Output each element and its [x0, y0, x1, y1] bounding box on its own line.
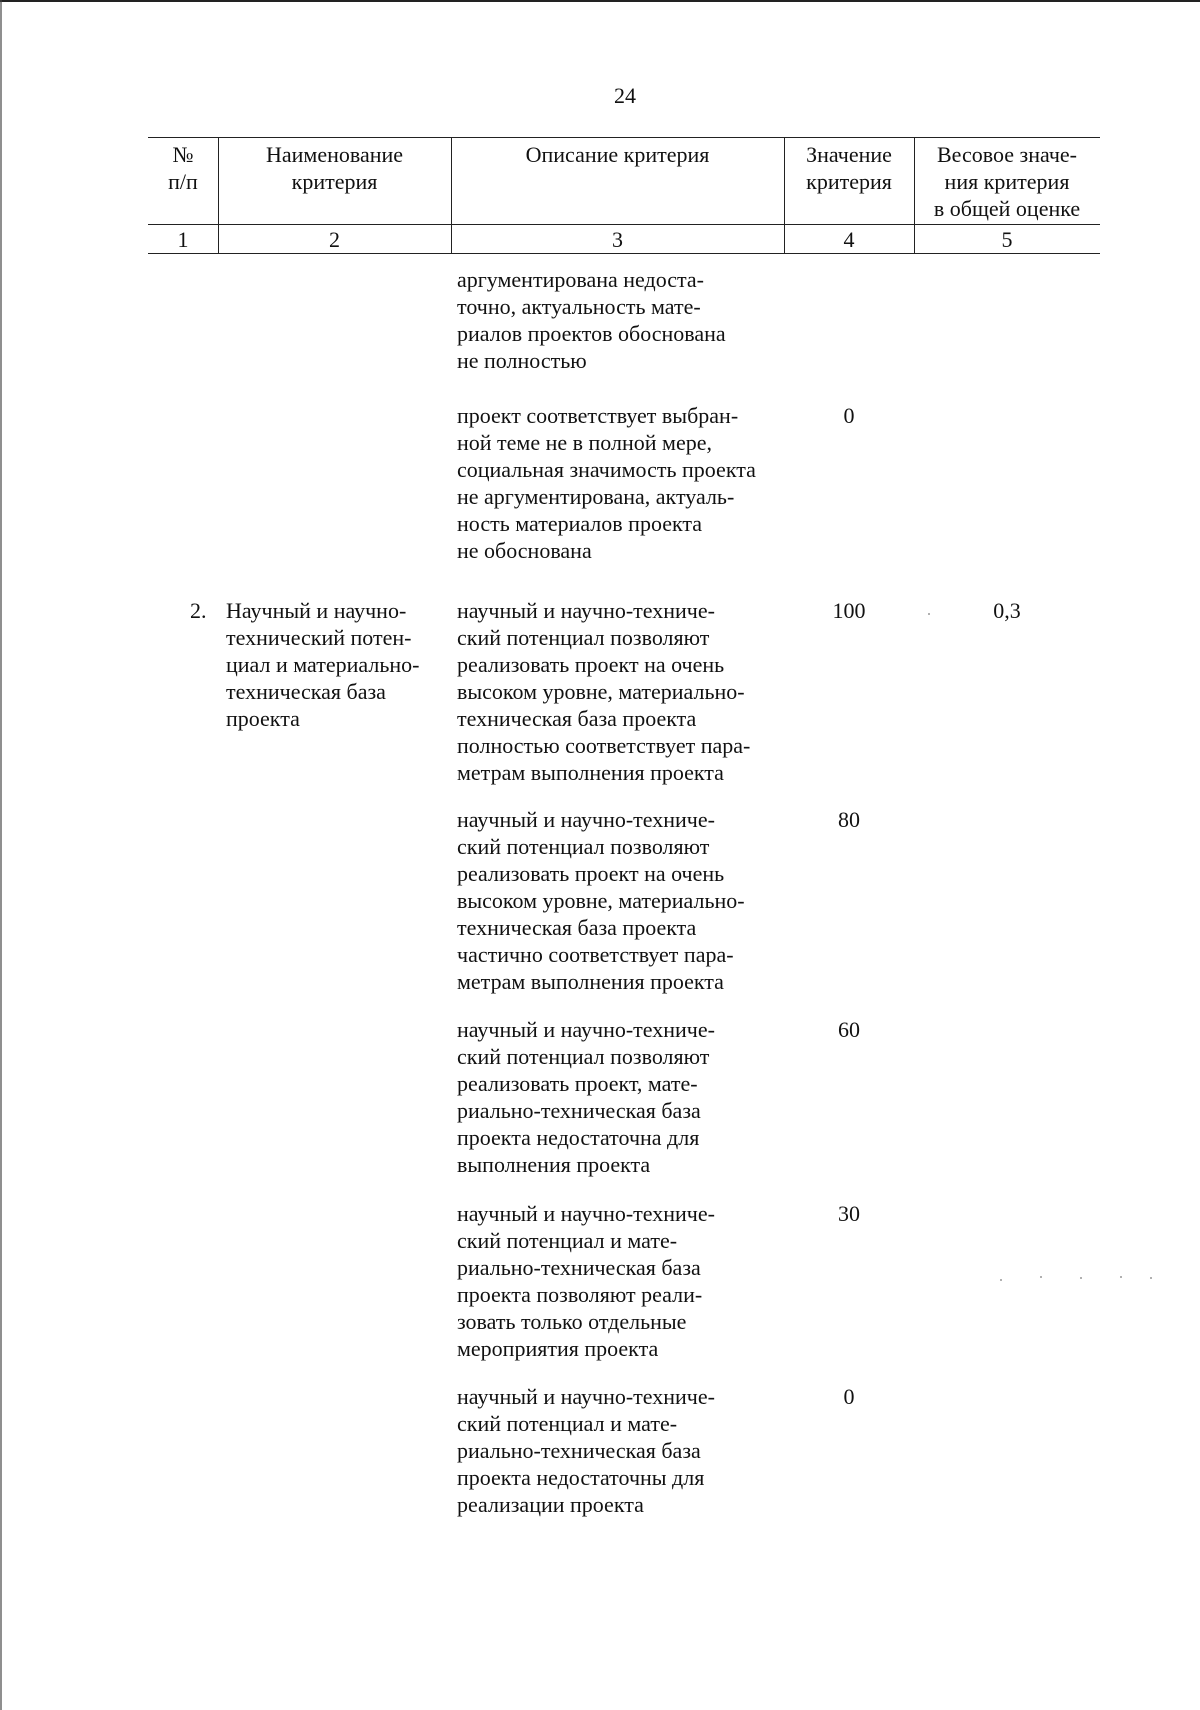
- criterion-level-description: научный и научно-техниче- ский потенциал позволяют реализовать проект, мате- риально-техническая база проекта недостаточна для выполнения проекта: [457, 1017, 715, 1177]
- header-number: № п/п: [168, 142, 198, 194]
- header-weight: Весовое значе- ния критерия в общей оценке: [933, 142, 1081, 221]
- column-number-2: 2: [329, 227, 340, 252]
- criterion-level-value: 100: [832, 598, 866, 623]
- scan-speck: [1120, 1276, 1122, 1278]
- criterion-level-description: научный и научно-техниче- ский потенциал и мате- риально-техническая база проекта недостаточны для реализации проекта: [457, 1384, 715, 1517]
- table-top-rule: [148, 137, 1100, 138]
- header-bottom-rule: [148, 224, 1100, 225]
- column-number-3: 3: [612, 227, 623, 252]
- scan-speck: [928, 613, 930, 615]
- column-number-1: 1: [177, 227, 189, 252]
- criterion-level-value: 80: [838, 807, 860, 832]
- scan-edge-left: [0, 0, 2, 1710]
- criterion-number: 2.: [190, 598, 207, 623]
- scan-speck: [1150, 1277, 1152, 1279]
- header-value: Значение критерия: [806, 142, 892, 194]
- criterion-level-value: 60: [838, 1017, 860, 1042]
- criterion-level-description: научный и научно-техниче- ский потенциал позволяют реализовать проект на очень высоком уровне, материально- техническая база проекта частично соответствует пара- метрам выполнения проекта: [457, 807, 745, 994]
- criterion-level-description: научный и научно-техниче- ский потенциал и мате- риально-техническая база проекта позволяют реали- зовать только отдельные мероприятия проекта: [457, 1201, 715, 1361]
- scan-edge-top: [0, 0, 1200, 2]
- criterion-level-description: научный и научно-техниче- ский потенциал позволяют реализовать проект на очень высоком уровне, материально- техническая база проекта полностью соответствует пара- метрам выполнения проекта: [457, 598, 751, 785]
- column-number-4: 4: [843, 227, 855, 252]
- criterion-level-value: 0: [843, 1384, 855, 1409]
- criterion-name: Научный и научно- технический потен- циал и материально- техническая база проекта: [226, 598, 420, 731]
- criterion-level-value: 30: [838, 1201, 860, 1226]
- scan-speck: [1080, 1277, 1082, 1279]
- numbering-bottom-rule: [148, 253, 1100, 254]
- header-name: Наименование критерия: [265, 142, 404, 194]
- criterion-weight: 0,3: [993, 598, 1021, 623]
- scan-speck: [1040, 1276, 1042, 1278]
- header-description: Описание критерия: [525, 142, 710, 167]
- criterion-description: проект соответствует выбран- ной теме не в полной мере, социальная значимость проекта не аргументирована, актуаль- ность материалов проекта не обоснована: [457, 403, 756, 563]
- scan-speck: [1000, 1279, 1002, 1281]
- criterion-value: 0: [843, 403, 855, 428]
- column-number-5: 5: [1001, 227, 1013, 252]
- page-number: 24: [614, 83, 636, 108]
- criterion-description: аргументирована недоста- точно, актуальность мате- риалов проектов обоснована не полностью: [457, 267, 726, 373]
